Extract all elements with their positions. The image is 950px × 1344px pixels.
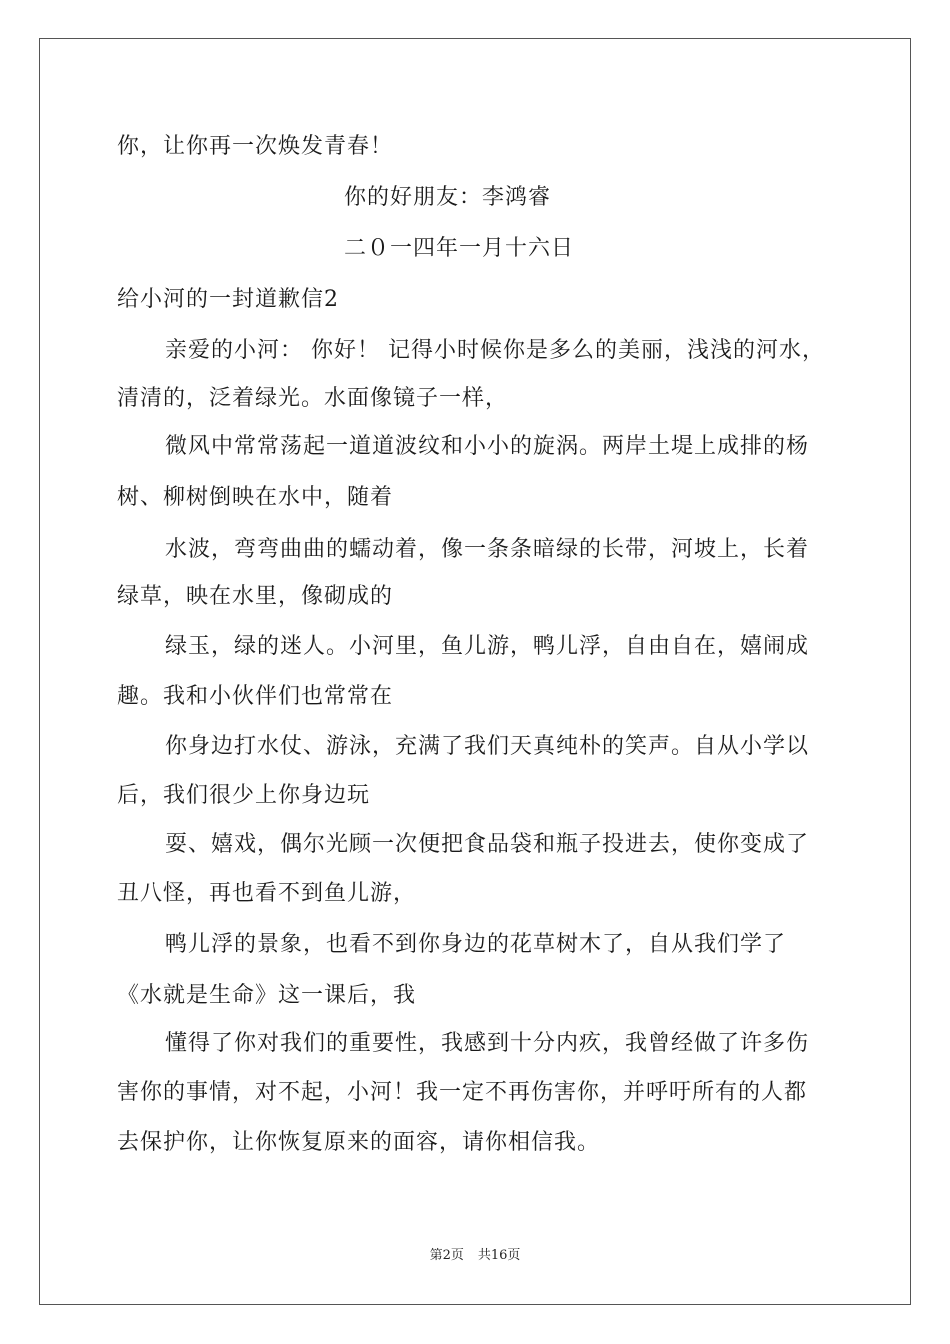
paragraph-line: 去保护你，让你恢复原来的面容，请你相信我。 [117,1130,601,1155]
paragraph-line: 你身边打水仗、游泳，充满了我们天真纯朴的笑声。自从小学以 [165,734,810,759]
paragraph-line: 水波，弯弯曲曲的蠕动着，像一条条暗绿的长带，河坡上，长着 [165,537,810,562]
paragraph-line: 耍、嬉戏，偶尔光顾一次便把食品袋和瓶子投进去，使你变成了 [165,832,810,857]
paragraph-line: 丑八怪，再也看不到鱼儿游， [117,881,417,906]
total-pages: 共16页 [477,1248,521,1263]
text-line: 你，让你再一次焕发青春！ [117,134,394,159]
paragraph-line: 亲爱的小河： 你好！ 记得小时候你是多么的美丽，浅浅的河水， [165,338,825,363]
paragraph-line: 后，我们很少上你身边玩 [117,783,371,808]
paragraph-line: 微风中常常荡起一道道波纹和小小的旋涡。两岸土堤上成排的杨 [165,434,810,459]
page-border [39,38,911,1305]
paragraph-line: 鸭儿浮的景象，也看不到你身边的花草树木了，自从我们学了 [165,932,787,957]
signature: 你的好朋友：李鸿睿 [344,185,552,210]
page-footer [0,1247,950,1265]
letter-date: 二０一四年一月十六日 [344,236,575,261]
paragraph-line: 清清的，泛着绿光。水面像镜子一样， [117,386,509,411]
paragraph-line: 树、柳树倒映在水中，随着 [117,485,394,510]
paragraph-line: 害你的事情，对不起，小河！我一定不再伤害你，并呼吁所有的人都 [117,1080,808,1105]
paragraph-line: 懂得了你对我们的重要性，我感到十分内疚，我曾经做了许多伤 [165,1031,810,1056]
page-number: 第2页 [429,1248,464,1263]
paragraph-line: 绿玉，绿的迷人。小河里，鱼儿游，鸭儿浮，自由自在，嬉闹成 [165,634,810,659]
letter-title: 给小河的一封道歉信2 [117,287,339,312]
paragraph-line: 《水就是生命》这一课后，我 [117,983,417,1008]
paragraph-line: 绿草，映在水里，像砌成的 [117,584,394,609]
paragraph-line: 趣。我和小伙伴们也常常在 [117,684,394,709]
